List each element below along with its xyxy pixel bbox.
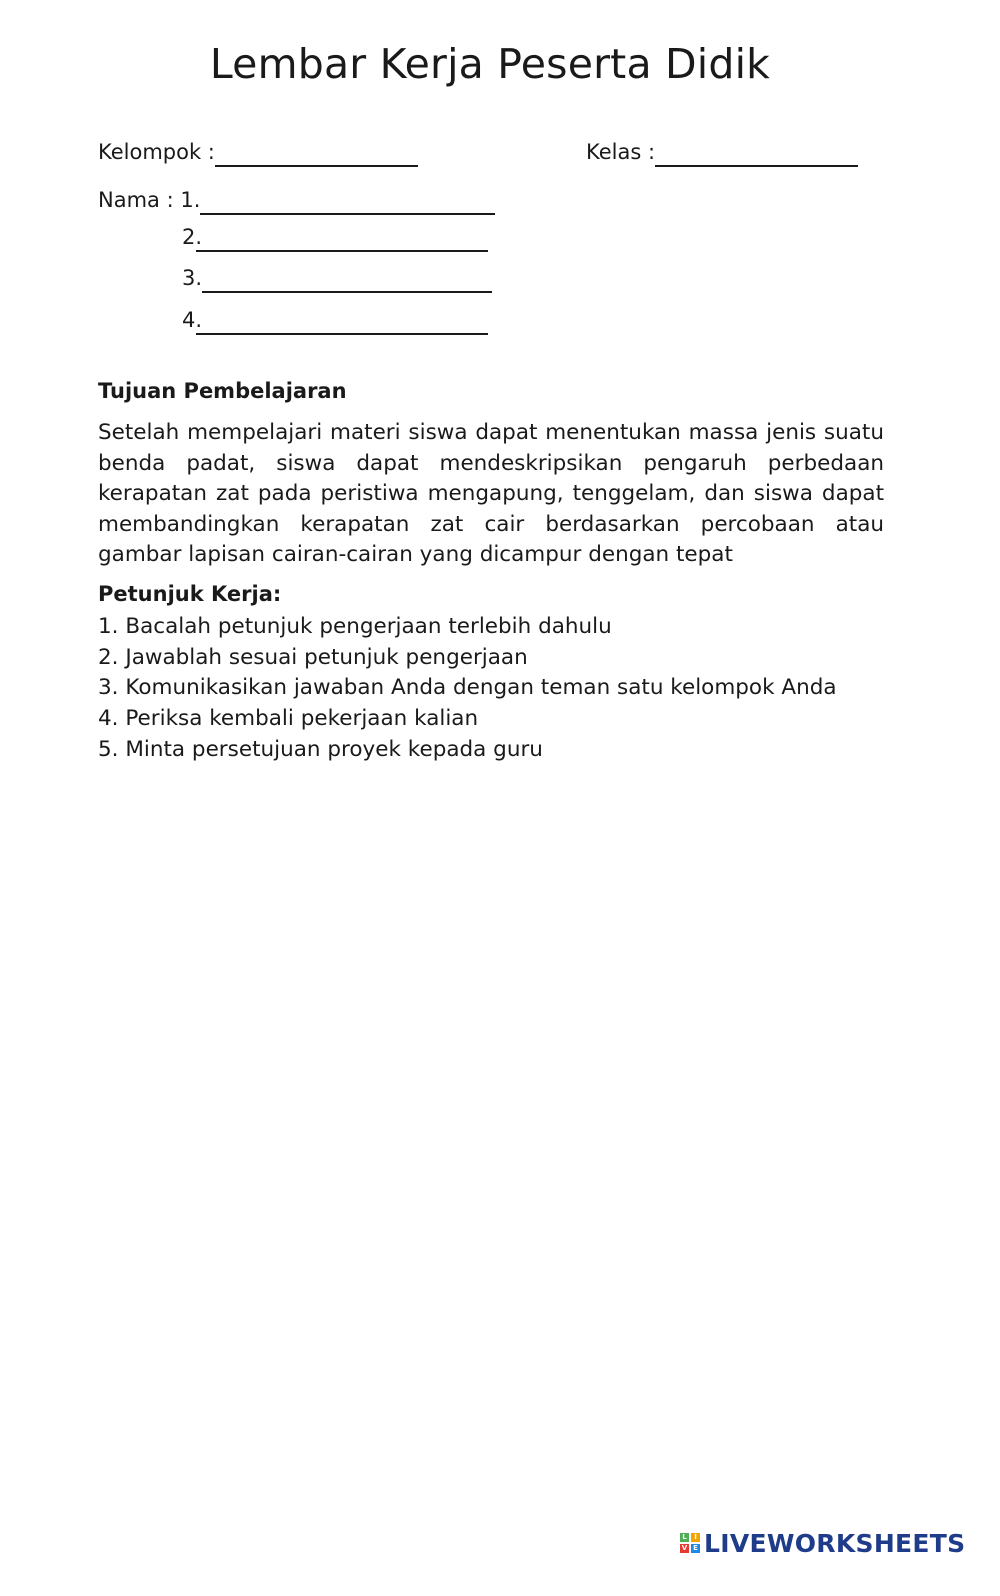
liveworksheets-logo <box>680 1528 965 1558</box>
nama-4-label: 4. <box>182 308 203 332</box>
nama-3-label: 3. <box>182 266 203 290</box>
nama-4-input-line[interactable] <box>196 309 488 335</box>
petunjuk-heading: Petunjuk Kerja: <box>98 582 282 606</box>
kelompok-field <box>98 137 418 167</box>
liveworksheets-logo-icon <box>680 1533 700 1553</box>
kelas-label: Kelas : <box>586 140 656 164</box>
nama-field-2 <box>182 222 488 252</box>
page-title: Lembar Kerja Peserta Didik <box>209 40 771 88</box>
logo-tile: L <box>680 1533 689 1542</box>
petunjuk-item: 3. Komunikasikan jawaban Anda dengan teman satu kelompok Anda <box>98 675 837 701</box>
kelas-input-line[interactable] <box>655 141 858 167</box>
logo-tile: V <box>681 1544 688 1552</box>
kelompok-label: Kelompok : <box>98 140 215 164</box>
nama-1-input-line[interactable] <box>200 189 495 215</box>
nama-2-input-line[interactable] <box>196 226 488 252</box>
petunjuk-list <box>98 612 837 766</box>
petunjuk-item: 2. Jawablah sesuai petunjuk pengerjaan <box>98 644 528 670</box>
nama-2-label: 2. <box>182 225 203 249</box>
liveworksheets-logo-text: LIVEWORKSHEETS <box>704 1528 966 1558</box>
nama-field-3 <box>182 263 492 293</box>
petunjuk-item: 5. Minta persetujuan proyek kepada guru <box>98 736 543 762</box>
nama-field-1 <box>98 185 495 215</box>
petunjuk-item: 1. Bacalah petunjuk pengerjaan terlebih dahulu <box>98 614 612 639</box>
petunjuk-item: 4. Periksa kembali pekerjaan kalian <box>98 706 479 732</box>
logo-tile: I <box>691 1533 700 1542</box>
kelas-field <box>586 137 858 167</box>
nama-label: Nama : 1. <box>98 188 201 212</box>
nama-3-input-line[interactable] <box>202 267 492 293</box>
tujuan-paragraph: Setelah mempelajari materi siswa dapat menentukan massa jenis suatu benda padat, siswa dapat mendeskripsikan pengaruh perbedaan kerapatan zat pada peristiwa mengapung, tenggelam, dan siswa dapat membandingkan kerapatan zat cair berdasarkan percobaan atau gambar lapisan cairan-cairan yang dicampur dengan tepat <box>98 420 884 568</box>
tujuan-heading: Tujuan Pembelajaran <box>98 379 347 403</box>
logo-tile: E <box>691 1544 700 1553</box>
kelompok-input-line[interactable] <box>215 141 418 167</box>
nama-field-4 <box>182 305 488 335</box>
